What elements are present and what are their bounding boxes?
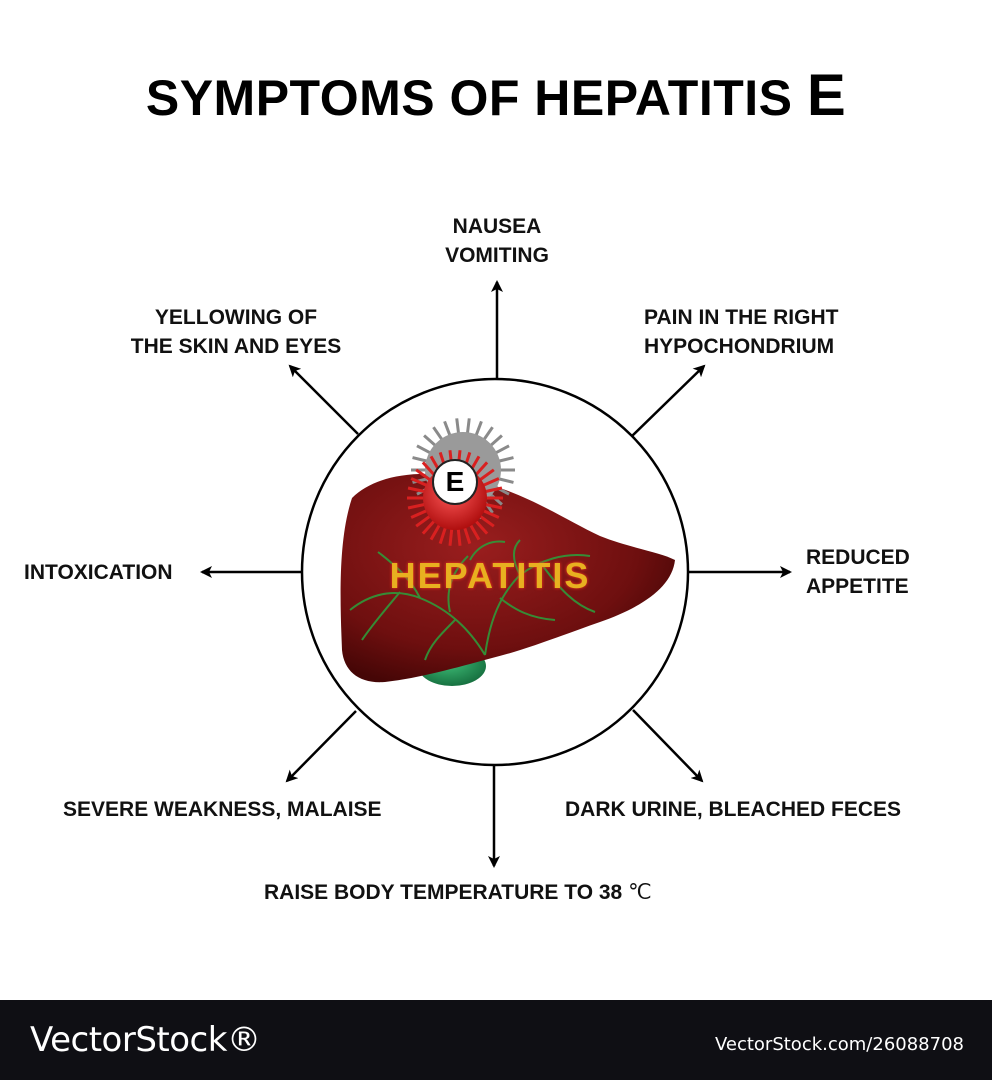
symptom-temperature: RAISE BODY TEMPERATURE TO 38 ℃ [264, 880, 652, 904]
symptom-nausea: NAUSEA VOMITING [445, 215, 549, 267]
virus-spike-gray [467, 418, 469, 434]
virus-spike-red [458, 528, 460, 546]
footer-image-id: VectorStock.com/26088708 [714, 1034, 964, 1055]
symptom-intoxication: INTOXICATION [24, 561, 173, 584]
virus-spike-red [450, 528, 452, 546]
footer-brand: VectorStock® [30, 1020, 261, 1060]
title-letter: E [806, 63, 847, 128]
symptom-pain: PAIN IN THE RIGHT HYPOCHONDRIUM [644, 306, 839, 358]
footer-bar [0, 1000, 992, 1080]
symptom-yellowing: YELLOWING OF THE SKIN AND EYES [130, 306, 342, 358]
symptom-weakness: SEVERE WEAKNESS, MALAISE [63, 798, 382, 821]
virus-spike-gray [457, 418, 459, 434]
organ-label: HEPATITIS [389, 555, 591, 596]
arrow-top-right [632, 366, 704, 436]
title-main: SYMPTOMS OF HEPATITIS [145, 70, 793, 126]
arrow-bottom-right [633, 710, 702, 781]
symptom-urine: DARK URINE, BLEACHED FECES [565, 798, 902, 821]
symptom-appetite: REDUCED APPETITE [806, 546, 910, 598]
virus-letter: E [445, 466, 465, 497]
arrow-bottom-left [287, 711, 356, 781]
arrow-top-left [290, 366, 358, 434]
